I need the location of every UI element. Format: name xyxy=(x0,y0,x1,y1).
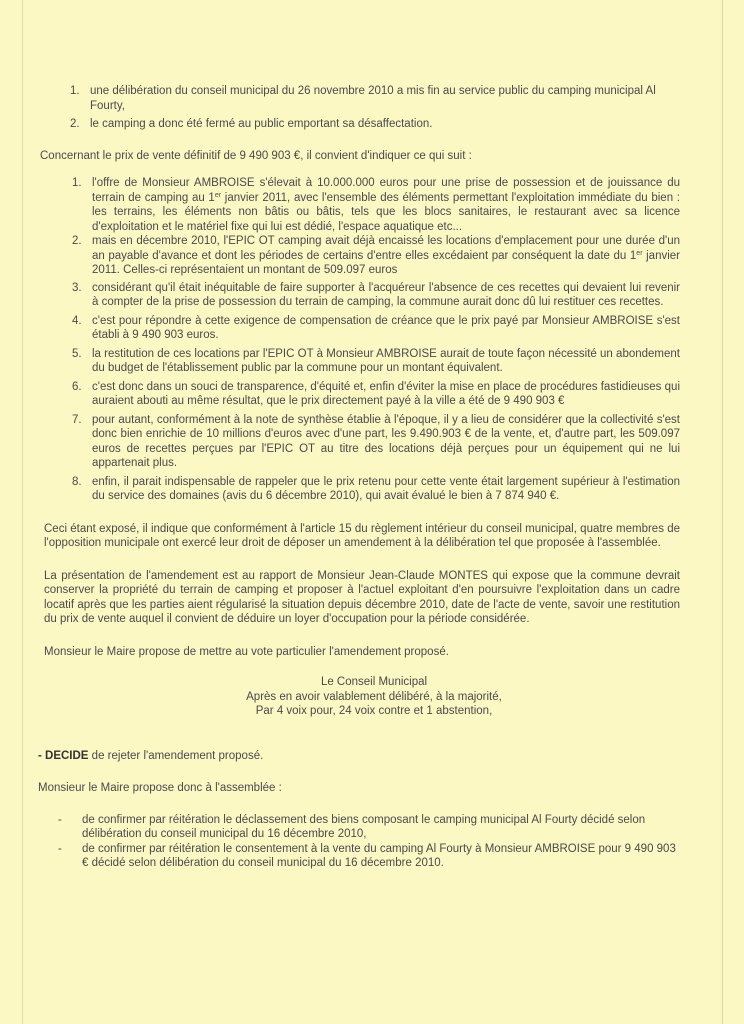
paragraph-vote-proposal: Monsieur le Maire propose de mettre au vote particulier l'amendement proposé. xyxy=(44,645,449,658)
price-intro: Concernant le prix de vente définitif de 9 490 903 €, il convient d'indiquer ce qui suit : xyxy=(40,149,472,162)
intro-list xyxy=(44,84,680,132)
item-text: considérant qu'il était inéquitable de faire supporter à l'acquéreur l'absence de ces recettes qui devaient lui revenir à compter de la prise de possession du terrain de camping, la commune aurait donc dû lui restituer ces recettes. xyxy=(92,281,680,308)
item-text: c'est donc dans un souci de transparence, d'équité et, enfin d'éviter la mise en place de procédures fastidieuses qui auraient abouti au même résultat, que le prix directement payé à la ville a été de 9 490 903 € xyxy=(92,380,680,407)
price-item xyxy=(44,380,680,409)
item-text-cont: janvier 2011. Celles-ci représentaient un montant de 509.097 euros xyxy=(92,249,680,276)
council-deliberation: Après en avoir valablement délibéré, à la majorité, xyxy=(246,690,502,703)
price-item xyxy=(44,234,680,278)
council-title: Le Conseil Municipal xyxy=(320,676,428,688)
item-text: la restitution de ces locations par l'EPIC OT à Monsieur AMBROISE aurait de toute façon nécessité un abondement du budget de l'établissement public par la commune pour un montant équivalent. xyxy=(92,347,680,374)
item-text-cont: janvier 2011, avec l'ensemble des éléments permettant l'exploitation immédiate du bien : les terrains, les éléments non bâtis ou bâtis, tels que les blocs sanitaires, le restaurant avec sa licence d'exploitation et le matériel fixe qui lui est dédié, l'espace aquatique etc... xyxy=(92,191,680,233)
item-text: de confirmer par réitération le consentement à la vente du camping Al Fourty à Monsieur AMBROISE pour 9 490 903 € décidé selon délibération du conseil municipal du 16 décembre 2010. xyxy=(82,842,676,869)
dash-bullet: - xyxy=(58,842,62,855)
item-text: mais en décembre 2010, l'EPIC OT camping avait déjà encaissé les locations d'emplacement pour une durée d'un an payable d'avance et dont les périodes de certains d'entre elles excédaient par conséquent la date du 1 xyxy=(92,235,680,262)
document-body xyxy=(38,84,680,871)
decide-keyword: - DECIDE xyxy=(38,749,89,762)
decide-text: de rejeter l'amendement proposé. xyxy=(88,749,264,762)
price-item xyxy=(44,314,680,343)
final-list xyxy=(44,813,680,871)
price-item xyxy=(44,281,680,310)
council-block xyxy=(68,675,680,719)
item-text: de confirmer par réitération le déclassement des biens composant le camping municipal Al Fourty décidé selon délibération du conseil municipal du 16 décembre 2010, xyxy=(82,813,646,840)
superscript: er xyxy=(636,249,643,257)
intro-item xyxy=(44,117,680,132)
intro-item xyxy=(44,84,680,113)
council-vote-result: Par 4 voix pour, 24 voix contre et 1 abstention, xyxy=(255,705,493,717)
item-number: 1. xyxy=(70,85,80,97)
item-text: c'est pour répondre à cette exigence de compensation de créance que le prix payé par Monsieur AMBROISE s'est établi à 9 490 903 euros. xyxy=(92,314,680,341)
price-item xyxy=(44,347,680,376)
item-number: 2. xyxy=(70,118,80,130)
item-number: 3. xyxy=(72,281,82,294)
item-text: le camping a donc été fermé au public emportant sa désaffectation. xyxy=(90,118,433,130)
item-number: 4. xyxy=(72,314,82,327)
price-list xyxy=(44,176,680,504)
item-number: 6. xyxy=(72,380,82,393)
item-number: 1. xyxy=(72,177,82,189)
final-list-item xyxy=(44,813,680,842)
item-number: 5. xyxy=(72,347,82,360)
paragraph-amendement: La présentation de l'amendement est au rapport de Monsieur Jean-Claude MONTES qui expose que la commune devrait conserver la propriété du terrain de camping et proposer à l'actuel exploitant d'en poursuivre l'exploitation dans un cadre locatif après que les parties aient régularisé la situation depuis décembre 2010, date de l'acte de vente, savoir une restitution du prix de vente auquel il convient de déduire un loyer d'occupation pour la période considérée. xyxy=(44,569,680,625)
paragraph-assemblee: Monsieur le Maire propose donc à l'assemblée : xyxy=(38,782,282,794)
item-text: une délibération du conseil municipal du 26 novembre 2010 a mis fin au service public du camping municipal Al Fourty, xyxy=(90,85,656,112)
final-list-item xyxy=(44,842,680,871)
item-number: 7. xyxy=(72,413,82,426)
item-number: 2. xyxy=(72,235,82,247)
item-text: l'offre de Monsieur AMBROISE s'élevait à 10.000.000 euros pour une prise de possession et de jouissance du terrain de camping au 1 xyxy=(92,177,680,204)
item-number: 8. xyxy=(72,475,82,488)
dash-bullet: - xyxy=(58,813,62,826)
superscript: er xyxy=(214,191,222,199)
price-item xyxy=(44,413,680,471)
paper-fold-left xyxy=(22,0,23,1024)
decision xyxy=(38,749,680,764)
price-item xyxy=(44,176,680,234)
paragraph-expose: Ceci étant exposé, il indique que conformément à l'article 15 du règlement intérieur du conseil municipal, quatre membres de l'opposition municipale ont exercé leur droit de déposer un amendement à la délibération tel que proposée à l'assemblée. xyxy=(44,522,680,549)
paper-fold-right xyxy=(722,0,723,1024)
item-text: pour autant, conformément à la note de synthèse établie à l'époque, il y a lieu de considérer que la collectivité s'est donc bien enrichie de 10 millions d'euros avec d'une part, les 9.490.903 € de la vente, et, d'autre part, les 509.097 euros de recettes perçues par l'EPIC OT au titre des locations déjà perçues pour un équipement qui ne lui appartenait plus. xyxy=(92,413,680,469)
item-text: enfin, il parait indispensable de rappeler que le prix retenu pour cette vente était largement supérieur à l'estimation du service des domaines (avis du 6 décembre 2010), qui avait évalué le bien à 7 874 940 €. xyxy=(92,475,680,502)
price-item xyxy=(44,475,680,504)
